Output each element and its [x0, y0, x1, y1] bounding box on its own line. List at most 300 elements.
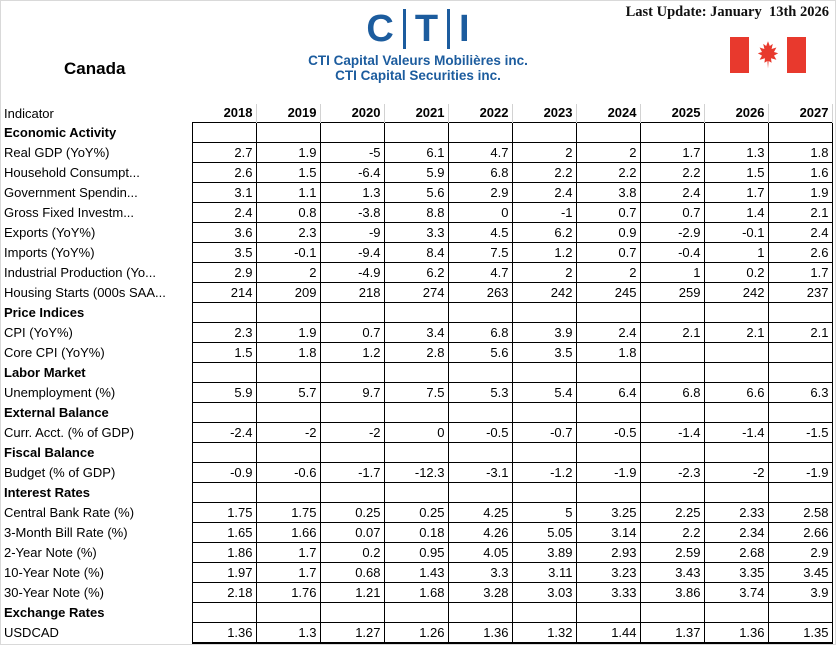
value-cell: 1.8 — [256, 343, 320, 363]
value-cell — [512, 603, 576, 623]
year-header: 2027 — [768, 104, 832, 123]
year-header: 2023 — [512, 104, 576, 123]
value-cell: 4.05 — [448, 543, 512, 563]
value-cell: 214 — [192, 283, 256, 303]
value-cell: 1.36 — [704, 623, 768, 644]
value-cell — [384, 123, 448, 143]
table-row — [0, 263, 832, 283]
value-cell: 1.97 — [192, 563, 256, 583]
value-cell — [320, 303, 384, 323]
value-cell: 0.07 — [320, 523, 384, 543]
value-cell — [704, 483, 768, 503]
value-cell — [640, 123, 704, 143]
logo-separator-icon — [447, 9, 450, 49]
table-row — [0, 183, 832, 203]
value-cell: 1.65 — [192, 523, 256, 543]
section-row — [0, 403, 832, 423]
section-row — [0, 483, 832, 503]
value-cell: 4.26 — [448, 523, 512, 543]
value-cell: 2.2 — [512, 163, 576, 183]
value-cell: 1.27 — [320, 623, 384, 644]
value-cell — [192, 363, 256, 383]
value-cell: 1.5 — [704, 163, 768, 183]
logo-separator-icon — [403, 9, 406, 49]
value-cell: 2.4 — [640, 183, 704, 203]
value-cell: 2.1 — [768, 203, 832, 223]
value-cell — [576, 403, 640, 423]
value-cell: 3.1 — [192, 183, 256, 203]
row-label: Central Bank Rate (%) — [4, 505, 135, 520]
value-cell: 0.95 — [384, 543, 448, 563]
value-cell: 0.18 — [384, 523, 448, 543]
value-cell: 1 — [704, 243, 768, 263]
value-cell: 1.4 — [704, 203, 768, 223]
value-cell: 2 — [512, 143, 576, 163]
value-cell: -9.4 — [320, 243, 384, 263]
value-cell — [384, 303, 448, 323]
value-cell: 0.7 — [576, 203, 640, 223]
value-cell: 2 — [576, 263, 640, 283]
value-cell — [768, 363, 832, 383]
value-cell: 1.86 — [192, 543, 256, 563]
value-cell: 2.18 — [192, 583, 256, 603]
value-cell: 1.3 — [704, 143, 768, 163]
value-cell — [448, 123, 512, 143]
value-cell — [576, 363, 640, 383]
value-cell: 2 — [256, 263, 320, 283]
cti-logo-letters — [0, 7, 836, 51]
value-cell: 2.1 — [768, 323, 832, 343]
value-cell: -2 — [704, 463, 768, 483]
value-cell: -0.5 — [448, 423, 512, 443]
value-cell — [256, 403, 320, 423]
value-cell: 5.05 — [512, 523, 576, 543]
value-cell — [640, 303, 704, 323]
value-cell: -0.4 — [640, 243, 704, 263]
value-cell: 1.7 — [640, 143, 704, 163]
value-cell: 1.75 — [192, 503, 256, 523]
value-cell: 2.34 — [704, 523, 768, 543]
value-cell: 6.2 — [512, 223, 576, 243]
value-cell — [640, 343, 704, 363]
value-cell — [704, 363, 768, 383]
value-cell: 2.3 — [256, 223, 320, 243]
year-header: 2024 — [576, 104, 640, 123]
value-cell: 2.58 — [768, 503, 832, 523]
value-cell: 1.6 — [768, 163, 832, 183]
table-row — [0, 523, 832, 543]
value-cell — [704, 303, 768, 323]
value-cell: 0.68 — [320, 563, 384, 583]
value-cell: 7.5 — [384, 383, 448, 403]
row-label: Real GDP (YoY%) — [4, 145, 110, 160]
row-label: 10-Year Note (%) — [4, 565, 104, 580]
value-cell: 1.7 — [256, 543, 320, 563]
value-cell — [448, 363, 512, 383]
value-cell — [704, 343, 768, 363]
value-cell: 3.25 — [576, 503, 640, 523]
value-cell: 1.37 — [640, 623, 704, 644]
flag-right-bar — [787, 37, 806, 73]
value-cell — [448, 403, 512, 423]
value-cell: -2.3 — [640, 463, 704, 483]
row-label: Exchange Rates — [4, 605, 105, 620]
value-cell: 2.25 — [640, 503, 704, 523]
logo-letter-c: C — [366, 8, 394, 50]
value-cell: 1.1 — [256, 183, 320, 203]
value-cell — [384, 483, 448, 503]
value-cell: 263 — [448, 283, 512, 303]
value-cell: 6.3 — [768, 383, 832, 403]
value-cell: 3.35 — [704, 563, 768, 583]
value-cell: 3.33 — [576, 583, 640, 603]
table-row — [0, 243, 832, 263]
value-cell: 0.9 — [576, 223, 640, 243]
logo-letter-t: T — [414, 8, 439, 50]
value-cell: 2.4 — [192, 203, 256, 223]
value-cell: -1.2 — [512, 463, 576, 483]
row-label: 30-Year Note (%) — [4, 585, 104, 600]
value-cell: 1.26 — [384, 623, 448, 644]
value-cell: 5 — [512, 503, 576, 523]
value-cell: 2.9 — [448, 183, 512, 203]
row-label: Housing Starts (000s SAA... — [4, 285, 166, 300]
value-cell: 2.9 — [768, 543, 832, 563]
row-label: Unemployment (%) — [4, 385, 116, 400]
value-cell: 2.4 — [576, 323, 640, 343]
value-cell: 6.8 — [640, 383, 704, 403]
value-cell — [768, 123, 832, 143]
value-cell — [704, 603, 768, 623]
value-cell: 3.9 — [768, 583, 832, 603]
row-label: Price Indices — [4, 305, 85, 320]
value-cell: 2.8 — [384, 343, 448, 363]
value-cell: -1.4 — [640, 423, 704, 443]
year-header: 2025 — [640, 104, 704, 123]
value-cell: 245 — [576, 283, 640, 303]
row-label: Core CPI (YoY%) — [4, 345, 105, 360]
value-cell: 3.86 — [640, 583, 704, 603]
value-cell: 3.5 — [512, 343, 576, 363]
value-cell: 6.1 — [384, 143, 448, 163]
value-cell — [320, 363, 384, 383]
value-cell: 1.21 — [320, 583, 384, 603]
table-row — [0, 563, 832, 583]
value-cell — [448, 603, 512, 623]
value-cell: 2.4 — [768, 223, 832, 243]
value-cell: 3.5 — [192, 243, 256, 263]
value-cell — [320, 123, 384, 143]
value-cell — [576, 123, 640, 143]
value-cell: 0.7 — [576, 243, 640, 263]
maple-leaf-icon — [753, 40, 783, 70]
value-cell: -1.4 — [704, 423, 768, 443]
value-cell: 2 — [576, 143, 640, 163]
logo-subtitle-french: CTI Capital Valeurs Mobilières inc. — [308, 53, 528, 68]
value-cell: 4.7 — [448, 143, 512, 163]
value-cell — [320, 403, 384, 423]
value-cell — [640, 443, 704, 463]
value-cell: 3.45 — [768, 563, 832, 583]
flag-left-bar — [730, 37, 749, 73]
flag-center — [749, 37, 787, 73]
value-cell — [576, 303, 640, 323]
value-cell — [256, 363, 320, 383]
table-row — [0, 323, 832, 343]
section-row — [0, 123, 832, 143]
value-cell: 274 — [384, 283, 448, 303]
value-cell: 1.3 — [320, 183, 384, 203]
value-cell — [192, 483, 256, 503]
year-header: 2019 — [256, 104, 320, 123]
value-cell — [320, 603, 384, 623]
value-cell — [512, 403, 576, 423]
value-cell: 1.3 — [256, 623, 320, 644]
table-row — [0, 383, 832, 403]
page-title: Canada — [64, 59, 126, 78]
value-cell: 3.89 — [512, 543, 576, 563]
value-cell: -6.4 — [320, 163, 384, 183]
value-cell: 5.6 — [384, 183, 448, 203]
value-cell — [576, 443, 640, 463]
row-label: Interest Rates — [4, 485, 90, 500]
value-cell: -2 — [256, 423, 320, 443]
value-cell — [192, 443, 256, 463]
value-cell: 3.3 — [384, 223, 448, 243]
value-cell: 5.9 — [384, 163, 448, 183]
value-cell: 4.25 — [448, 503, 512, 523]
value-cell: 5.7 — [256, 383, 320, 403]
value-cell: 2.2 — [640, 523, 704, 543]
table-row — [0, 163, 832, 183]
table-row — [0, 623, 832, 644]
logo-subtitle-english: CTI Capital Securities inc. — [335, 67, 501, 83]
row-label: Imports (YoY%) — [4, 245, 95, 260]
value-cell: 0 — [384, 423, 448, 443]
value-cell — [256, 443, 320, 463]
value-cell: 6.4 — [576, 383, 640, 403]
value-cell — [384, 363, 448, 383]
section-row — [0, 363, 832, 383]
year-header: 2020 — [320, 104, 384, 123]
value-cell: 1.32 — [512, 623, 576, 644]
value-cell: 8.8 — [384, 203, 448, 223]
indicators-table — [0, 104, 833, 644]
value-cell: 3.3 — [448, 563, 512, 583]
value-cell: 2.59 — [640, 543, 704, 563]
value-cell — [256, 603, 320, 623]
value-cell: 1.9 — [256, 143, 320, 163]
value-cell: 259 — [640, 283, 704, 303]
value-cell: 1.7 — [768, 263, 832, 283]
row-label: Exports (YoY%) — [4, 225, 96, 240]
table-row — [0, 583, 832, 603]
value-cell — [704, 123, 768, 143]
value-cell: 3.23 — [576, 563, 640, 583]
value-cell — [384, 603, 448, 623]
last-update-label: Last Update: January 13th 2026 — [625, 4, 829, 20]
value-cell: 0.25 — [384, 503, 448, 523]
value-cell — [320, 483, 384, 503]
value-cell: 5.9 — [192, 383, 256, 403]
value-cell: 1.7 — [704, 183, 768, 203]
value-cell: 8.4 — [384, 243, 448, 263]
value-cell: 1.2 — [512, 243, 576, 263]
row-label: Budget (% of GDP) — [4, 465, 116, 480]
value-cell — [768, 343, 832, 363]
value-cell: 3.6 — [192, 223, 256, 243]
value-cell: 1.43 — [384, 563, 448, 583]
value-cell: 2.6 — [192, 163, 256, 183]
value-cell: 218 — [320, 283, 384, 303]
value-cell: -0.1 — [704, 223, 768, 243]
value-cell — [640, 403, 704, 423]
value-cell: -1.7 — [320, 463, 384, 483]
value-cell: 5.6 — [448, 343, 512, 363]
value-cell — [512, 443, 576, 463]
value-cell: -3.8 — [320, 203, 384, 223]
value-cell: 1.2 — [320, 343, 384, 363]
section-row — [0, 303, 832, 323]
row-label: Economic Activity — [4, 125, 117, 140]
value-cell: 1.8 — [768, 143, 832, 163]
value-cell — [640, 483, 704, 503]
value-cell: 3.9 — [512, 323, 576, 343]
value-cell: 0.2 — [320, 543, 384, 563]
value-cell: 2.33 — [704, 503, 768, 523]
value-cell: 2.1 — [704, 323, 768, 343]
value-cell: 6.2 — [384, 263, 448, 283]
value-cell: 1.9 — [256, 323, 320, 343]
value-cell — [384, 403, 448, 423]
value-cell: 1.35 — [768, 623, 832, 644]
value-cell: 237 — [768, 283, 832, 303]
value-cell: -0.1 — [256, 243, 320, 263]
row-label: Household Consumpt... — [4, 165, 140, 180]
value-cell: -12.3 — [384, 463, 448, 483]
value-cell — [256, 483, 320, 503]
value-cell: -2.4 — [192, 423, 256, 443]
value-cell: 4.7 — [448, 263, 512, 283]
value-cell: 0.7 — [640, 203, 704, 223]
value-cell: 1.5 — [256, 163, 320, 183]
value-cell: -0.5 — [576, 423, 640, 443]
year-header: 2026 — [704, 104, 768, 123]
value-cell: 4.5 — [448, 223, 512, 243]
value-cell: 1 — [640, 263, 704, 283]
value-cell — [768, 403, 832, 423]
value-cell — [256, 303, 320, 323]
value-cell — [192, 123, 256, 143]
value-cell: 242 — [512, 283, 576, 303]
value-cell — [576, 603, 640, 623]
year-header: 2021 — [384, 104, 448, 123]
value-cell: 2.4 — [512, 183, 576, 203]
value-cell: 2.68 — [704, 543, 768, 563]
value-cell: 3.03 — [512, 583, 576, 603]
value-cell — [704, 443, 768, 463]
value-cell: 6.6 — [704, 383, 768, 403]
value-cell: 1.5 — [192, 343, 256, 363]
value-cell: -0.9 — [192, 463, 256, 483]
row-label: 3-Month Bill Rate (%) — [4, 525, 128, 540]
value-cell: 2.66 — [768, 523, 832, 543]
value-cell: 1.9 — [768, 183, 832, 203]
value-cell: 1.66 — [256, 523, 320, 543]
value-cell — [448, 483, 512, 503]
value-cell: 5.3 — [448, 383, 512, 403]
section-row — [0, 603, 832, 623]
value-cell: 3.14 — [576, 523, 640, 543]
row-label: Curr. Acct. (% of GDP) — [4, 425, 135, 440]
row-label: Gross Fixed Investm... — [4, 205, 135, 220]
value-cell — [768, 443, 832, 463]
value-cell — [768, 483, 832, 503]
value-cell: 242 — [704, 283, 768, 303]
value-cell: 7.5 — [448, 243, 512, 263]
table-row — [0, 203, 832, 223]
value-cell — [640, 603, 704, 623]
row-label: Government Spendin... — [4, 185, 138, 200]
value-cell — [192, 403, 256, 423]
canada-flag-icon — [730, 37, 806, 73]
value-cell — [704, 403, 768, 423]
value-cell: 5.4 — [512, 383, 576, 403]
value-cell — [256, 123, 320, 143]
value-cell: 2.7 — [192, 143, 256, 163]
value-cell: 2.6 — [768, 243, 832, 263]
value-cell: 1.36 — [448, 623, 512, 644]
section-row — [0, 443, 832, 463]
row-label: 2-Year Note (%) — [4, 545, 97, 560]
row-label: USDCAD — [4, 625, 59, 641]
value-cell: -1.5 — [768, 423, 832, 443]
value-cell: 2 — [512, 263, 576, 283]
value-cell: 209 — [256, 283, 320, 303]
value-cell: -2 — [320, 423, 384, 443]
value-cell — [192, 303, 256, 323]
indicator-header: Indicator — [4, 105, 54, 121]
year-header: 2018 — [192, 104, 256, 123]
value-cell: 2.1 — [640, 323, 704, 343]
table-row — [0, 283, 832, 303]
value-cell: -4.9 — [320, 263, 384, 283]
table-body — [0, 123, 832, 644]
table-row — [0, 143, 832, 163]
value-cell: -0.6 — [256, 463, 320, 483]
value-cell: 1.44 — [576, 623, 640, 644]
value-cell: 3.43 — [640, 563, 704, 583]
value-cell: 1.76 — [256, 583, 320, 603]
table-row — [0, 463, 832, 483]
value-cell — [768, 603, 832, 623]
value-cell: -0.7 — [512, 423, 576, 443]
value-cell: 1.75 — [256, 503, 320, 523]
value-cell: 1.8 — [576, 343, 640, 363]
value-cell: 0.8 — [256, 203, 320, 223]
table-row — [0, 223, 832, 243]
value-cell: 3.4 — [384, 323, 448, 343]
value-cell: -2.9 — [640, 223, 704, 243]
year-header-row — [0, 104, 832, 123]
value-cell: 1.68 — [384, 583, 448, 603]
value-cell: -1.9 — [768, 463, 832, 483]
value-cell — [512, 483, 576, 503]
table-row — [0, 343, 832, 363]
value-cell: 0.25 — [320, 503, 384, 523]
row-label: Industrial Production (Yo... — [4, 265, 156, 280]
table-row — [0, 423, 832, 443]
